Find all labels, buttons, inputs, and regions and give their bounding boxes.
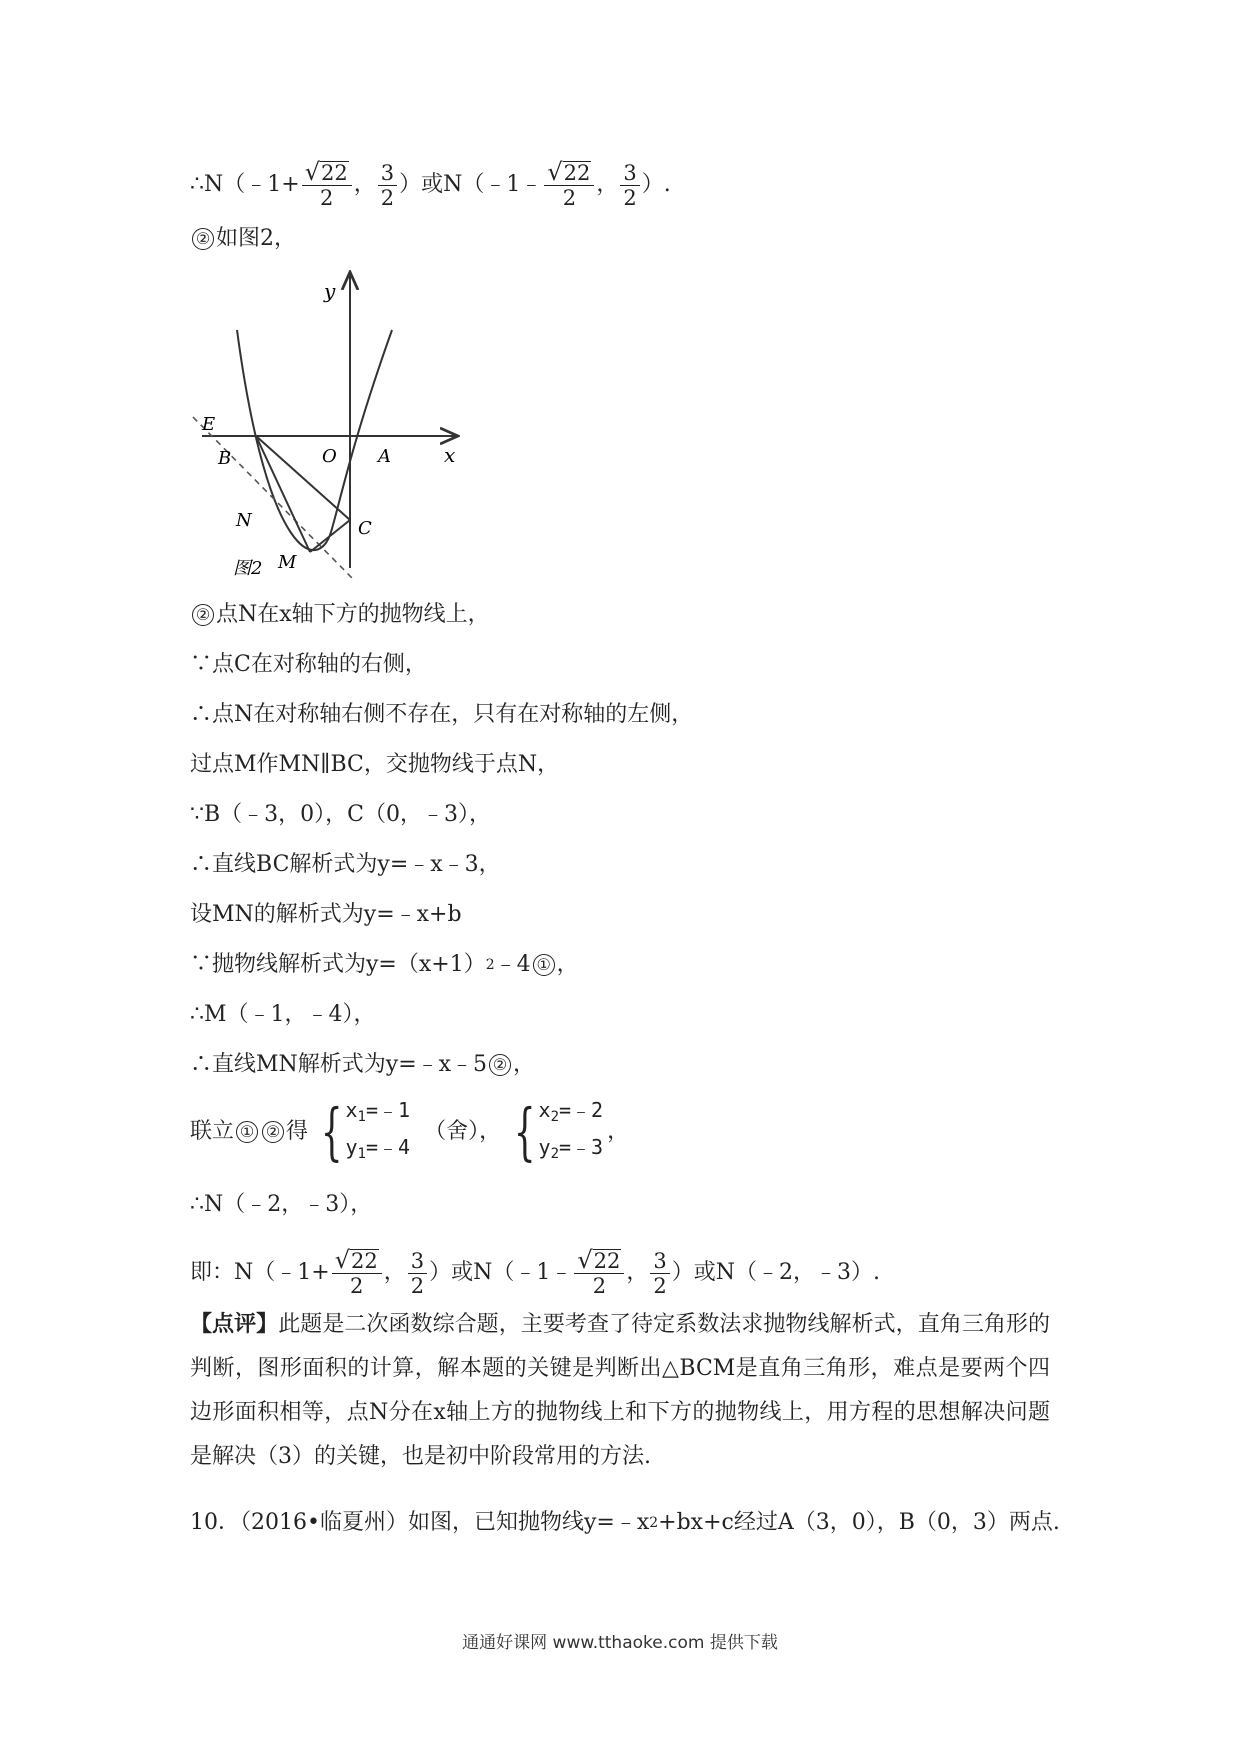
label-a: A	[378, 446, 391, 467]
page-footer: 通通好课网 www.tthaoke.com 提供下载	[462, 1633, 778, 1653]
fraction-3-over-2: $\frac{3}{2}$	[378, 161, 397, 210]
fraction-sqrt22-over-2: √ 22 2	[302, 160, 352, 210]
fraction-3-over-2: $\frac{3}{2}$	[620, 161, 639, 210]
parabola-figure	[188, 262, 468, 592]
solution-line-4: ∵点C在对称轴的右侧，	[190, 652, 427, 677]
solution-line-10: ∵抛物线解析式为y=（x+1） 2 ﹣4 ① ，	[190, 952, 579, 977]
solution-line-11: ∴M（﹣1，﹣4），	[190, 1002, 376, 1027]
solution-line-figure-ref: ② 如图2，	[190, 224, 296, 254]
solution-line-14: ∴N（﹣2，﹣3），	[190, 1192, 373, 1217]
solution-line-5: ∴点N在对称轴右侧不存在，只有在对称轴的左侧，	[190, 702, 694, 727]
solution-line-3: ② 点N在x轴下方的抛物线上，	[190, 600, 490, 630]
fraction-sqrt22-over-2: √ 22 2	[332, 1248, 382, 1298]
label-e: E	[202, 414, 216, 435]
solution-line-7: ∵B（﹣3，0），C（0，﹣3），	[190, 802, 491, 827]
fraction-sqrt22-over-2: √ 22 2	[544, 160, 594, 210]
line-bm	[256, 436, 310, 552]
label-y: y	[324, 279, 336, 303]
solution-line-6: 过点M作MN∥BC，交抛物线于点N，	[190, 752, 560, 777]
label-o: O	[322, 446, 337, 467]
comment-paragraph	[190, 1302, 1050, 1479]
label-n: N	[236, 510, 252, 531]
fraction-sqrt22-over-2: √ 22 2	[574, 1248, 624, 1298]
figure-caption: 图2	[233, 558, 263, 579]
line-mc	[310, 520, 350, 552]
fraction-3-over-2: $\frac{3}{2}$	[650, 1249, 669, 1298]
problem-10-statement: 10．（2016•临夏州）如图，已知抛物线y=﹣x 2 +bx+c经过A（3，0），B（0，3）两点.	[190, 1510, 1060, 1535]
label-c: C	[358, 518, 372, 539]
label-b: B	[218, 448, 232, 469]
solution-line-8: ∴直线BC解析式为y=﹣x﹣3，	[190, 852, 501, 877]
circled-number: ①	[533, 954, 555, 976]
label-x: x	[444, 443, 456, 467]
line-mn-dashed	[193, 417, 354, 580]
circled-number: ②	[262, 1121, 284, 1143]
circled-number: ②	[192, 604, 214, 626]
solution-line-system: 联立 ① ② 得 { $x_1=﹣1$ $y_1=﹣4$ （舍）， { $x_2=﹣2$ $y_2=﹣3$ ，	[190, 1095, 630, 1168]
fraction-3-over-2: $\frac{3}{2}$	[408, 1249, 427, 1298]
label-m: M	[278, 552, 297, 573]
comment-text: 此题是二次函数综合题，主要考查了待定系数法求抛物线解析式，直角三角形的判断，图形面积的计算，解本题的关键是判断出△BCM是直角三角形，难点是要两个四边形面积相等，点N分在x轴上方的抛物线上和下方的抛物线上，用方程的思想解决问题是解决（3）的关键，也是初中阶段常用的方法.	[190, 1312, 1050, 1469]
solution-line-n-coordinates: ∴N（﹣1+ √ 22 2 ， $\frac{3}{2}$ ）或N（﹣1﹣ √ 22 2 ， $\frac{3}{2}$ ）.	[190, 158, 671, 210]
circled-number: ①	[236, 1121, 258, 1143]
comment-label: 【点评】	[190, 1311, 279, 1337]
circled-number: ②	[489, 1054, 511, 1076]
equation-system-2: { $x_2=﹣2$ $y_2=﹣3$	[513, 1095, 604, 1168]
solution-line-12: ∴直线MN解析式为y=﹣x﹣5 ② ，	[190, 1052, 536, 1077]
solution-line-9: 设MN的解析式为y=﹣x+b	[190, 902, 462, 927]
solution-line-final: 即：N（﹣1+ √ 22 2 ， $\frac{3}{2}$ ）或N（﹣1﹣ √ 22 2 ， $\frac{3}{2}$ ）或N（﹣2，﹣3）.	[190, 1246, 881, 1298]
circled-number: ②	[192, 228, 214, 250]
equation-system-1: { $x_1=﹣1$ $y_1=﹣4$	[320, 1095, 411, 1168]
